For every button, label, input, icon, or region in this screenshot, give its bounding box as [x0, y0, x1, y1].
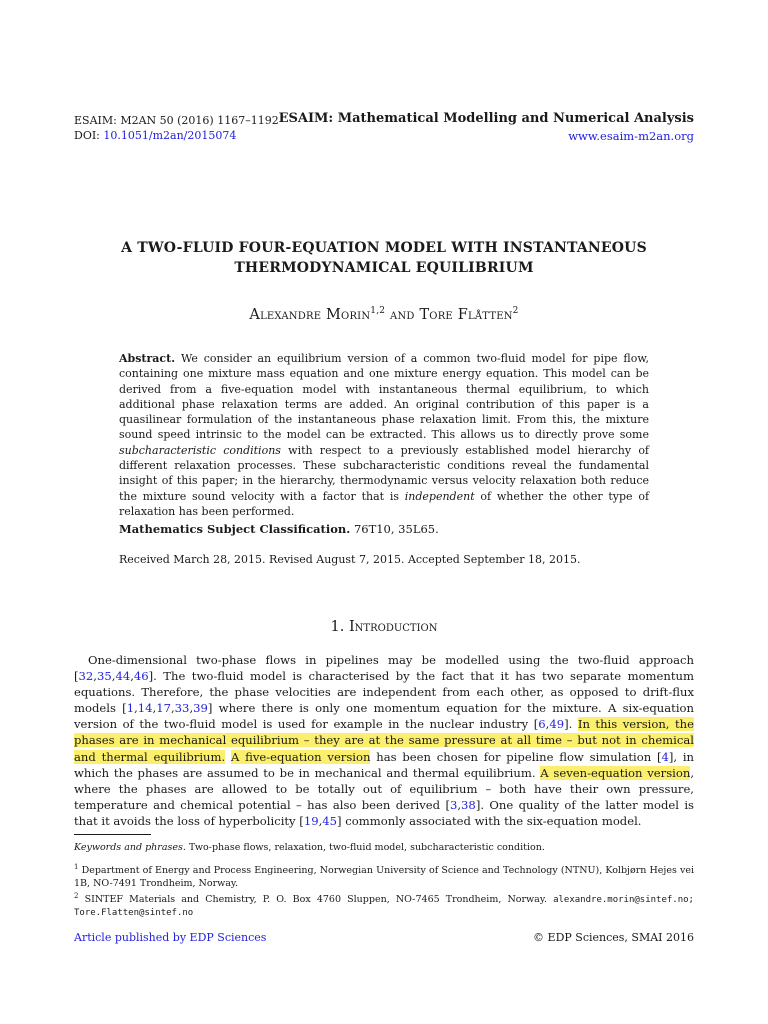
affiliation-1-text: Department of Energy and Process Engineering, Norwegian University of Science and Technology (NTNU), Kolbjørn Hejes vei 1B, NO-7491 Trondheim, Norway.: [74, 865, 694, 889]
author-conjunction: and: [390, 306, 415, 323]
citation-link[interactable]: 1: [126, 701, 135, 716]
affiliation-2-text: SINTEF Materials and Chemistry, P. O. Box 4760 Sluppen, NO-7465 Trondheim, Norway.: [84, 894, 547, 906]
author-1: Alexandre Morin: [249, 306, 371, 323]
footnote-mark-1: 1: [74, 863, 79, 871]
intro-text: One-dimensional two-phase flows in pipelines may be modelled using the two-fluid approach [: [74, 653, 694, 684]
citation-link[interactable]: 32: [78, 669, 94, 684]
highlighted-text: A seven-equation version: [540, 765, 691, 780]
received-dates: Received March 28, 2015. Revised August 7, 2015. Accepted September 18, 2015.: [119, 553, 581, 566]
journal-citation: ESAIM: M2AN 50 (2016) 1167–1192: [74, 114, 279, 127]
keywords-footnote: [74, 842, 694, 855]
author-2: Tore Flåtten: [419, 306, 513, 323]
intro-text: ], in which the phases are assumed to be in mechanical and thermal equilibrium.: [74, 749, 695, 780]
keywords-text: Two-phase flows, relaxation, two-fluid model, subcharacteristic condition.: [188, 842, 545, 853]
citation-link[interactable]: 4: [661, 749, 669, 764]
abstract-text-2: with respect to a previously established model hierarchy of different relaxation processes. These subcharacteristic conditions reveal the fundamental insight of this paper; in the hierarchy, thermodynamic versus velocity relaxation both reduce the mixture sound velocity with a factor that is: [119, 443, 650, 503]
msc-label: Mathematics Subject Classification.: [119, 522, 351, 536]
keywords-label: Keywords and phrases.: [74, 842, 186, 853]
author-list: [74, 306, 694, 323]
intro-text: ] where there is only one momentum equation for the mixture. A six-equation version of the two-fluid model is used for example in the nuclear industry [: [74, 701, 694, 732]
intro-text: ]. The two-fluid model is characterised by the fact that it has two separate momentum equations. Therefore, the phase velocities are independent from each other, as opposed to drift-flux models [: [74, 669, 694, 716]
citation-link[interactable]: 49: [549, 717, 565, 732]
author-1-affiliation: 1,2: [370, 306, 386, 316]
highlighted-text: A five-equation version: [230, 749, 371, 764]
abstract-text-3: of whether the other type of relaxation has been performed.: [119, 489, 650, 518]
publisher-link[interactable]: Article published by EDP Sciences: [74, 931, 267, 944]
footnote-mark-2: 2: [74, 892, 79, 900]
citation-block: [74, 113, 279, 143]
title-line-1: A TWO-FLUID FOUR-EQUATION MODEL WITH INSTANTANEOUS: [121, 240, 647, 256]
title-line-2: THERMODYNAMICAL EQUILIBRIUM: [234, 260, 534, 276]
footnote-divider: [74, 834, 151, 835]
citation-link[interactable]: 3: [449, 797, 458, 812]
highlighted-text: In this version, the phases are in mechanical equilibrium – they are at the same pressure at all time – but not in chemical and thermal equilibrium.: [74, 717, 694, 764]
citation-link[interactable]: 44: [115, 669, 131, 684]
msc-value: 76T10, 35L65.: [353, 522, 439, 536]
intro-text: ] commonly associated with the six-equation model.: [337, 813, 642, 828]
intro-text: has been chosen for pipeline flow simulation [: [376, 749, 662, 764]
citation-link[interactable]: 38: [461, 797, 476, 812]
journal-url-link[interactable]: www.esaim-m2an.org: [568, 129, 694, 143]
citation-link[interactable]: 35: [96, 669, 112, 684]
citation-link[interactable]: 14: [137, 701, 153, 716]
citation-link[interactable]: 39: [193, 701, 208, 716]
paper-title: [74, 238, 694, 278]
citation-link[interactable]: 19: [303, 813, 319, 828]
abstract: [119, 351, 649, 519]
copyright-notice: © EDP Sciences, SMAI 2016: [533, 931, 694, 944]
author-email-1: alexandre.morin@sintef.no;: [553, 895, 694, 906]
section-heading: [74, 619, 694, 635]
citation-link[interactable]: 33: [174, 701, 190, 716]
abstract-text-1: We consider an equilibrium version of a common two-fluid model for pipe flow, containing one mixture mass equation and one mixture energy equation. This model can be derived from a five-equation model with instantaneous thermal equilibrium, to which additional phase relaxation terms are added. An original contribution of this paper is a quasilinear formulation of the instantaneous phase relaxation limit. From this, the mixture sound speed intrinsic to the model can be extracted. This allows us to directly prove some: [119, 352, 650, 442]
section-number: 1.: [330, 619, 345, 635]
author-email-2: Tore.Flatten@sintef.no: [74, 907, 194, 918]
citation-link[interactable]: 45: [322, 813, 338, 828]
doi-line: [74, 128, 279, 143]
abstract-label: Abstract.: [119, 352, 176, 365]
abstract-emphasis-1: subcharacteristic conditions: [119, 443, 281, 457]
author-2-affiliation: 2: [512, 306, 519, 316]
doi-label: DOI:: [74, 129, 100, 142]
journal-name: ESAIM: Mathematical Modelling and Numerical Analysis: [278, 111, 694, 126]
affiliation-footnote-1: [74, 861, 694, 890]
intro-paragraph: One-dimensional two-phase flows in pipelines may be modelled using the two-fluid approach [32,35,44,46]. The two-fluid model is characterised by the fact that it has two separate momentum equations. Therefore, the phase velocities are independent from each other, as opposed to drift-flux models [1,14,17,33,39] where there is only one momentum equation for the mixture. A six-equation version of the two-fluid model is used for example in the nuclear industry [6,49]. In this version, the phases are in mechanical equilibrium – they are at the same pressure at all time – but not in chemical and thermal equilibrium. A five-equation version has been chosen for pipeline flow simulation [4], in which the phases are assumed to be in mechanical and thermal equilibrium. A seven-equation version, where the phases are allowed to be totally out of equilibrium – both have their own pressure, temperature and chemical potential – has also been derived [3,38]. One quality of the latter model is that it avoids the loss of hyperbolicity [19,45] commonly associated with the six-equation model.: [74, 653, 695, 828]
intro-text: ].: [564, 717, 573, 732]
citation-link[interactable]: 46: [133, 669, 149, 684]
affiliation-footnote-2: [74, 890, 694, 919]
intro-text: ]. One quality of the latter model is that it avoids the loss of hyperbolicity [: [74, 797, 694, 828]
section-title: Introduction: [348, 619, 438, 635]
msc-classification: [119, 522, 649, 536]
citation-link[interactable]: 17: [156, 701, 171, 716]
citation-link[interactable]: 6: [538, 717, 546, 732]
intro-text: , where the phases are allowed to be totally out of equilibrium – both have their own pressure, temperature and chemical potential – has also been derived [: [74, 765, 695, 812]
abstract-emphasis-2: independent: [404, 489, 475, 503]
journal-block: [279, 111, 694, 144]
doi-link[interactable]: 10.1051/m2an/2015074: [103, 129, 237, 142]
